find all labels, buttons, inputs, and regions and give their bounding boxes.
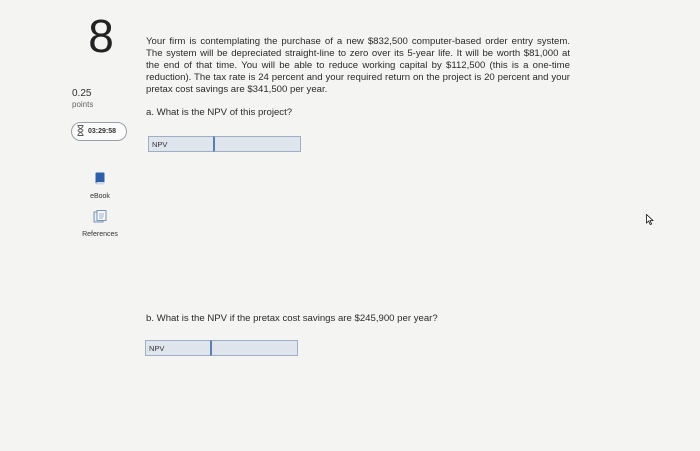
references-label: References	[82, 231, 118, 238]
part-a-npv-label: NPV	[148, 136, 214, 152]
question-body	[146, 36, 570, 96]
part-a-answer-row	[148, 136, 301, 152]
mouse-cursor-icon	[646, 212, 654, 230]
ebook-label: eBook	[90, 193, 110, 200]
timer-text: 03:29:58	[88, 128, 117, 135]
points-value: 0.25	[72, 88, 92, 99]
part-b-npv-label: NPV	[145, 340, 211, 356]
book-icon	[95, 172, 105, 189]
part-b-npv-input[interactable]	[210, 340, 298, 356]
points-label: points	[72, 100, 94, 109]
timer[interactable]	[71, 122, 127, 141]
part-b-prompt: b. What is the NPV if the pretax cost savings are $245,900 per year?	[146, 313, 438, 324]
part-a-npv-input[interactable]	[213, 136, 301, 152]
question-sidebar	[0, 0, 138, 451]
part-a-prompt: a. What is the NPV of this project?	[146, 107, 293, 118]
ebook-button[interactable]	[74, 172, 126, 200]
part-b-answer-row	[145, 340, 298, 356]
references-button[interactable]	[74, 210, 126, 238]
hourglass-icon	[77, 123, 84, 141]
question-number: 8	[88, 10, 114, 62]
references-icon	[93, 210, 107, 227]
question-text: Your firm is contemplating the purchase of a new $832,500 computer-based order entry system. The system will be depreciated straight-line to zero over its 5-year life. It will be worth $81,000 at the end of that time. You will be able to reduce working capital by $112,500 (this is a one-time reduction). The tax rate is 24 percent and your required return on the project is 20 percent and your pretax cost savings are $341,500 per year.	[146, 36, 570, 95]
